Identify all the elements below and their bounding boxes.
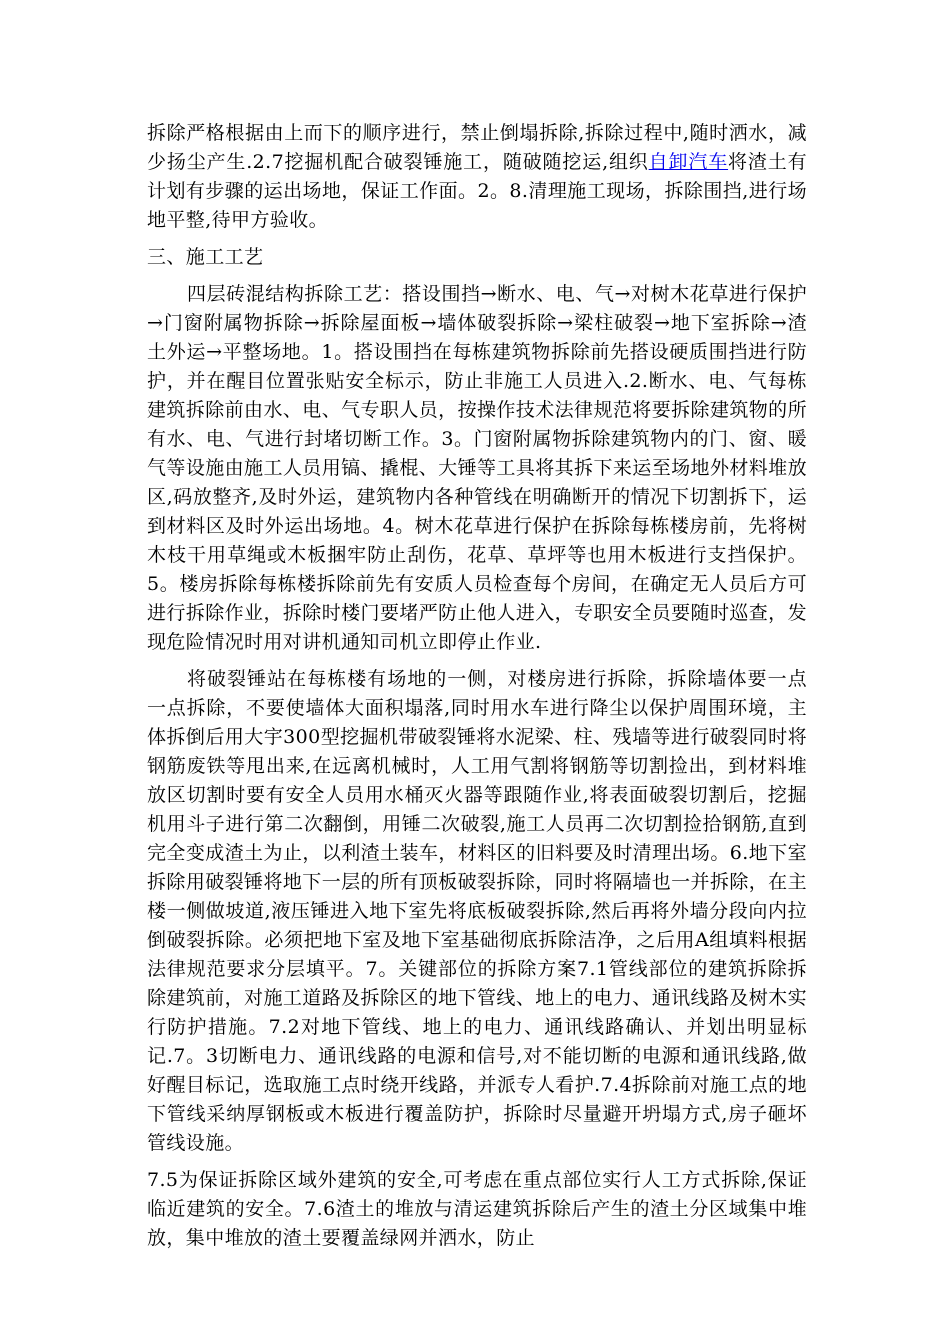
paragraph-1-text-before-link: 拆除严格根据由上而下的顺序进行，禁止倒塌拆除,拆除过程中,随时洒水，减少扬尘产生.2.7挖掘机配合破裂锤施工，随破随挖运,组织 <box>147 122 807 173</box>
paragraph-3: 将破裂锤站在每栋楼有场地的一侧，对楼房进行拆除，拆除墙体要一点一点拆除，不要使墙体大面积塌落,同时用水车进行降尘以保护周围环境，主体拆倒后用大宇300型挖掘机带破裂锤将水泥梁、柱、残墙等进行破裂同时将钢筋废铁等甩出来,在远离机械时，人工用气割将钢筋等切割捡出，到材料堆放区切割时要有安全人员用水桶灭火器等跟随作业,将表面破裂切割后，挖掘机用斗子进行第二次翻倒，用锤二次破裂,施工人员再二次切割捡拾钢筋,直到完全变成渣土为止，以利渣土装车，材料区的旧料要及时清理出场。6.地下室拆除用破裂锤将地下一层的所有顶板破裂拆除，同时将隔墙也一并拆除，在主楼一侧做坡道,液压锤进入地下室先将底板破裂拆除,然后再将外墙分段向内拉倒破裂拆除。必须把地下室及地下室基础彻底拆除洁净，之后用A组填料根据法律规范要求分层填平。7。关键部位的拆除方案7.1管线部位的建筑拆除拆除建筑前，对施工道路及拆除区的地下管线、地上的电力、通讯线路及树木实行防护措施。7.2对地下管线、地上的电力、通讯线路确认、并划出明显标记.7。3切断电力、通讯线路的电源和信号,对不能切断的电源和通讯线路,做好醒目标记，选取施工点时绕开线路，并派专人看护.7.4拆除前对施工点的地下管线采纳厚钢板或木板进行覆盖防护，拆除时尽量避开坍塌方式,房子砸坏管线设施。 <box>147 668 807 1154</box>
paragraph-4: 7.5为保证拆除区域外建筑的安全,可考虑在重点部位实行人工方式拆除,保证临近建筑的安全。7.6渣土的堆放与清运建筑拆除后产生的渣土分区域集中堆放，集中堆放的渣土要覆盖绿网并洒水，防止 <box>147 1169 807 1249</box>
paragraph-1 <box>147 119 807 235</box>
section-heading: 三、施工工艺 <box>147 246 264 268</box>
dump-truck-link[interactable]: 自卸汽车 <box>648 151 729 173</box>
paragraph-1-text-after-link: 将渣土有计划有步骤的运出场地，保证工作面。2。8.清理施工现场，拆除围挡,进行场地平整,待甲方验收。 <box>147 151 807 231</box>
paragraph-2: 四层砖混结构拆除工艺：搭设围挡→断水、电、气→对树木花草进行保护→门窗附属物拆除→拆除屋面板→墙体破裂拆除→梁柱破裂→地下室拆除→渣土外运→平整场地。1。搭设围挡在每栋建筑物拆除前先搭设硬质围挡进行防护，并在醒目位置张贴安全标示，防止非施工人员进入.2.断水、电、气每栋建筑拆除前由水、电、气专职人员，按操作技术法律规范将要拆除建筑物的所有水、电、气进行封堵切断工作。3。门窗附属物拆除建筑物内的门、窗、暖气等设施由施工人员用镐、撬棍、大锤等工具将其拆下来运至场地外材料堆放区,码放整齐,及时外运，建筑物内各种管线在明确断开的情况下切割拆下，运到材料区及时外运出场地。4。树木花草进行保护在拆除每栋楼房前，先将树木枝干用草绳或木板捆牢防止刮伤，花草、草坪等也用木板进行支挡保护。5。楼房拆除每栋楼拆除前先有安质人员检查每个房间，在确定无人员后方可进行拆除作业，拆除时楼门要堵严防止他人进入，专职安全员要随时巡查，发现危险情况时用对讲机通知司机立即停止作业. <box>147 283 807 653</box>
document-body <box>147 119 807 1261</box>
